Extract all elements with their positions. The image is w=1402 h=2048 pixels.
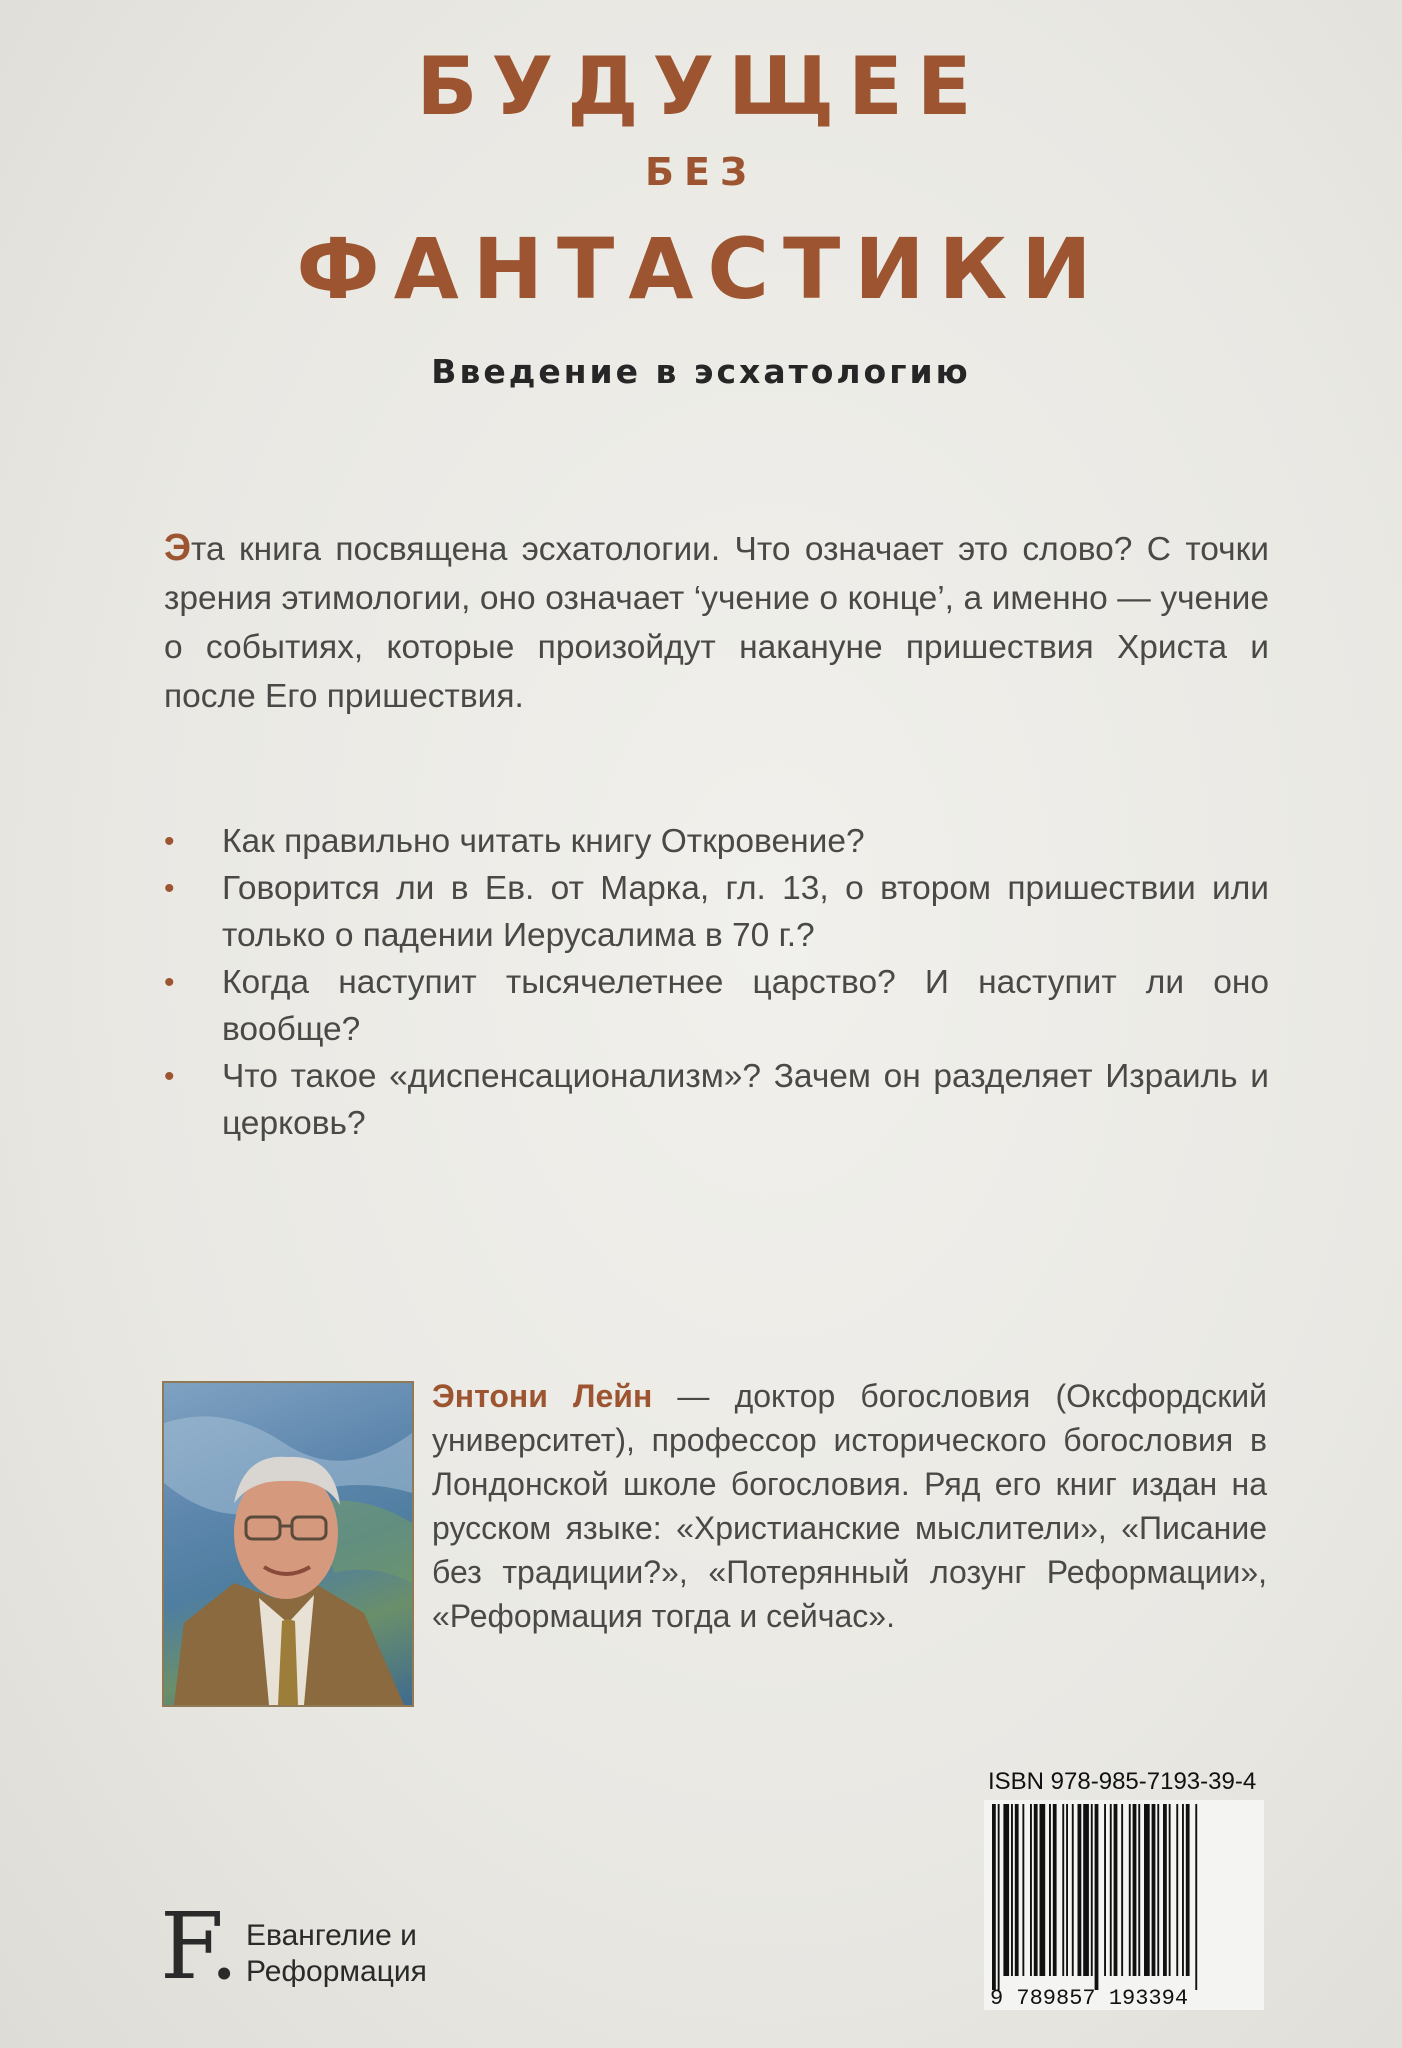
barcode-bar bbox=[1121, 1804, 1123, 1976]
barcode-bar bbox=[1138, 1804, 1140, 1976]
barcode-bar bbox=[1030, 1804, 1032, 1976]
barcode-bar bbox=[992, 1804, 996, 1990]
intro-dropcap: Э bbox=[164, 527, 192, 569]
publisher-mark: F. bbox=[160, 1893, 239, 2000]
barcode bbox=[984, 1800, 1264, 2010]
question-text: Когда наступит тысячелетнее царство? И наступит ли оно вообще? bbox=[222, 964, 1269, 1048]
list-item bbox=[164, 818, 1269, 865]
question-text: Как правильно читать книгу Откровение? bbox=[222, 823, 865, 860]
barcode-bar bbox=[1049, 1804, 1051, 1976]
barcode-bar bbox=[998, 1804, 1000, 1990]
barcode-bar bbox=[1182, 1804, 1184, 1976]
author-photo bbox=[162, 1381, 414, 1707]
barcode-bar bbox=[1003, 1804, 1009, 1976]
title-line-1: БУДУЩЕЕ bbox=[416, 40, 986, 133]
author-bio-text: — доктор богословия (Оксфордский университет), профессор исторического богословия в Лондонской школе богословия. Ряд его книг издан на русском языке: «Христианские мыслители», «Писание без традиции?», «Потерянный лозунг Реформации», «Реформация тогда и сейчас». bbox=[432, 1378, 1267, 1634]
barcode-bar bbox=[1022, 1804, 1024, 1976]
barcode-bar bbox=[1053, 1804, 1057, 1976]
barcode-bar bbox=[1195, 1804, 1197, 1990]
barcode-bar bbox=[1040, 1804, 1046, 1976]
barcode-bar bbox=[1062, 1804, 1064, 1976]
subtitle: Введение в эсхатологию bbox=[431, 352, 971, 391]
bullet-icon: • bbox=[164, 1060, 175, 1093]
publisher-line-1: Евангелие и bbox=[246, 1919, 417, 1952]
list-item bbox=[164, 865, 1269, 959]
list-item bbox=[164, 959, 1269, 1053]
author-name: Энтони Лейн bbox=[432, 1378, 653, 1414]
barcode-bar bbox=[1169, 1804, 1171, 1976]
question-text: Говорится ли в Ев. от Марка, гл. 13, о втором пришествии или только о падении Иерусалима в 70 г.? bbox=[222, 870, 1269, 954]
barcode-bar bbox=[1176, 1804, 1178, 1976]
title-line-3: ФАНТАСТИКИ bbox=[296, 220, 1106, 318]
intro-paragraph bbox=[164, 524, 1269, 721]
bullet-icon: • bbox=[164, 966, 175, 999]
bullet-icon: • bbox=[164, 825, 175, 858]
barcode-bar bbox=[1072, 1804, 1074, 1976]
barcode-bar bbox=[1114, 1804, 1118, 1976]
author-portrait-icon bbox=[164, 1383, 412, 1705]
bullet-icon: • bbox=[164, 872, 175, 905]
barcode-bar bbox=[1066, 1804, 1068, 1976]
barcode-bar bbox=[1015, 1804, 1019, 1976]
list-item bbox=[164, 1053, 1269, 1147]
publisher-line-2: Реформация bbox=[246, 1955, 427, 1988]
barcode-bar bbox=[1078, 1804, 1082, 1976]
barcode-bar bbox=[1104, 1804, 1106, 1976]
barcode-bar bbox=[1011, 1804, 1013, 1976]
barcode-bar bbox=[1133, 1804, 1137, 1976]
barcode-bar bbox=[1186, 1804, 1190, 1976]
publisher-logo-icon bbox=[160, 1893, 239, 2000]
isbn-label: ISBN 978-985-7193-39-4 bbox=[988, 1768, 1257, 1795]
barcode-bar bbox=[1157, 1804, 1159, 1976]
barcode-bar bbox=[1095, 1804, 1099, 1990]
barcode-bar bbox=[1152, 1804, 1156, 1976]
title-line-2: БЕЗ bbox=[645, 150, 757, 194]
barcode-bar bbox=[1129, 1804, 1131, 1976]
intro-text: та книга посвящена эсхатологии. Что означает это слово? С точки зрения этимологии, оно означает ‘учение о конце’, а именно — учение о событиях, которые произойдут накануне пришествия Христа и после Его пришествия. bbox=[164, 531, 1269, 715]
publisher-name bbox=[246, 1918, 427, 1990]
author-bio bbox=[432, 1374, 1267, 1638]
barcode-bar bbox=[1034, 1804, 1038, 1976]
barcode-bar bbox=[1091, 1804, 1093, 1976]
barcode-bar bbox=[1083, 1804, 1089, 1976]
barcode-bar bbox=[1163, 1804, 1167, 1976]
barcode-digits: 9 789857 193394 bbox=[990, 1986, 1189, 2011]
barcode-bar bbox=[1144, 1804, 1150, 1976]
question-text: Что такое «диспенсационализм»? Зачем он разделяет Израиль и церковь? bbox=[222, 1058, 1269, 1142]
barcode-bar bbox=[1110, 1804, 1112, 1976]
question-list bbox=[164, 818, 1269, 1147]
